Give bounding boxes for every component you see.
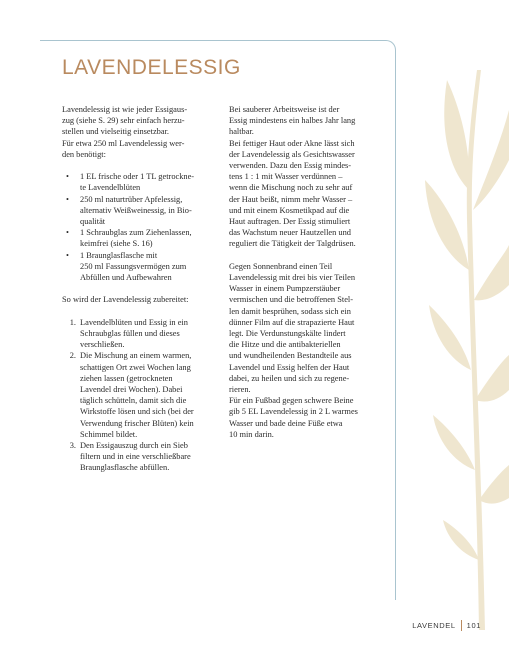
text-line: den benötigt:: [62, 149, 106, 159]
page-title: LAVENDELESSIG: [62, 56, 241, 79]
list-item: 3. Den Essigauszug durch ein Sieb filtern und in eine verschließbare Braunglasflasche abfüllen.: [62, 440, 222, 474]
list-item: • 1 Braunglasflasche mit 250 ml Fassungsvermögen zum Abfüllen und Aufbewahren: [66, 250, 187, 283]
lavender-branch-illustration: [419, 70, 509, 630]
list-item: • 1 EL frische oder 1 TL getrockne- te Lavendelblüten: [66, 172, 195, 193]
list-item: 2. Die Mischung an einem warmen, schattigen Ort zwei Wochen lang ziehen lassen (getrockneten Lavendel drei Wochen). Dabei täglich schütteln, damit sich die Wirkstoffe lösen und sich (bei der Verwendung frischer Blüten) kein Schimmel bildet.: [62, 350, 222, 440]
bullet-icon: •: [66, 172, 69, 182]
step-number: 3.: [69, 441, 76, 451]
bullet-icon: •: [66, 228, 69, 238]
list-item: • 250 ml naturtrüber Apfelessig, alternativ Weißweinessig, in Bio- qualität: [66, 194, 192, 227]
text-line: zug (siehe S. 29) sehr einfach herzu-: [62, 116, 185, 126]
sunburn-paragraph: Gegen Sonnenbrand einen Teil Lavendelessig mit drei bis vier Teilen Wasser in einem Pumpzerstäuber vermischen und die betroffenen Stel- len damit besprühen, sodass sich ein dünner Film auf die strapazierte Haut legt. Die Verdunstungskälte lindert die Hitze und die antibakteriellen und wundheilenden Bestandteile aus Lavendel und Essig helfen der Haut dabei, zu heilen und sich zu regene- rieren. Für ein Fußbad gegen schwere Beine gib 5 EL Lavendelessig in 2 L warmes Wasser und bade deine Füße etwa 10 min darin.: [229, 261, 358, 439]
left-column: [62, 104, 222, 474]
bullet-icon: •: [66, 250, 69, 260]
text-line: Für etwa 250 ml Lavendelessig wer-: [62, 138, 185, 148]
list-item: • 1 Schraubglas zum Ziehenlassen, keimfrei (siehe S. 16): [66, 228, 192, 249]
intro-paragraph: [62, 104, 222, 160]
page-footer: [412, 620, 481, 631]
text-line: Lavendelessig ist wie jeder Essigaus-: [62, 105, 188, 114]
page-number: 101: [466, 621, 481, 630]
list-item: 1. Lavendelblüten und Essig in ein Schraubglas füllen und dieses verschließen.: [62, 317, 222, 351]
steps-intro: So wird der Lavendelessig zubereitet:: [62, 295, 189, 305]
section-name: LAVENDEL: [412, 621, 456, 630]
step-number: 1.: [69, 317, 76, 327]
step-list: [62, 317, 222, 474]
text-line: stellen und vielseitig einsetzbar.: [62, 127, 169, 137]
usage-paragraph: Bei sauberer Arbeitsweise ist der Essig mindestens ein halbes Jahr lang haltbar. Bei fettiger Haut oder Akne lässt sich der Lavendelessig als Gesichtswasser verwenden. Dazu den Essig mindes- tens 1 : 1 mit Wasser verdünnen – wenn die Mischung noch zu sehr auf der Haut beißt, nimm mehr Wasser – und mit einem Kosmetikpad auf die Haut auftragen. Der Essig stimuliert das Wachstum neuer Hautzellen und reguliert die Tätigkeit der Talgdrüsen.: [229, 105, 356, 249]
step-number: 2.: [69, 351, 76, 361]
bullet-icon: •: [66, 194, 69, 204]
right-column: [229, 104, 390, 440]
ingredient-list: [62, 171, 222, 283]
footer-divider: [461, 620, 462, 631]
